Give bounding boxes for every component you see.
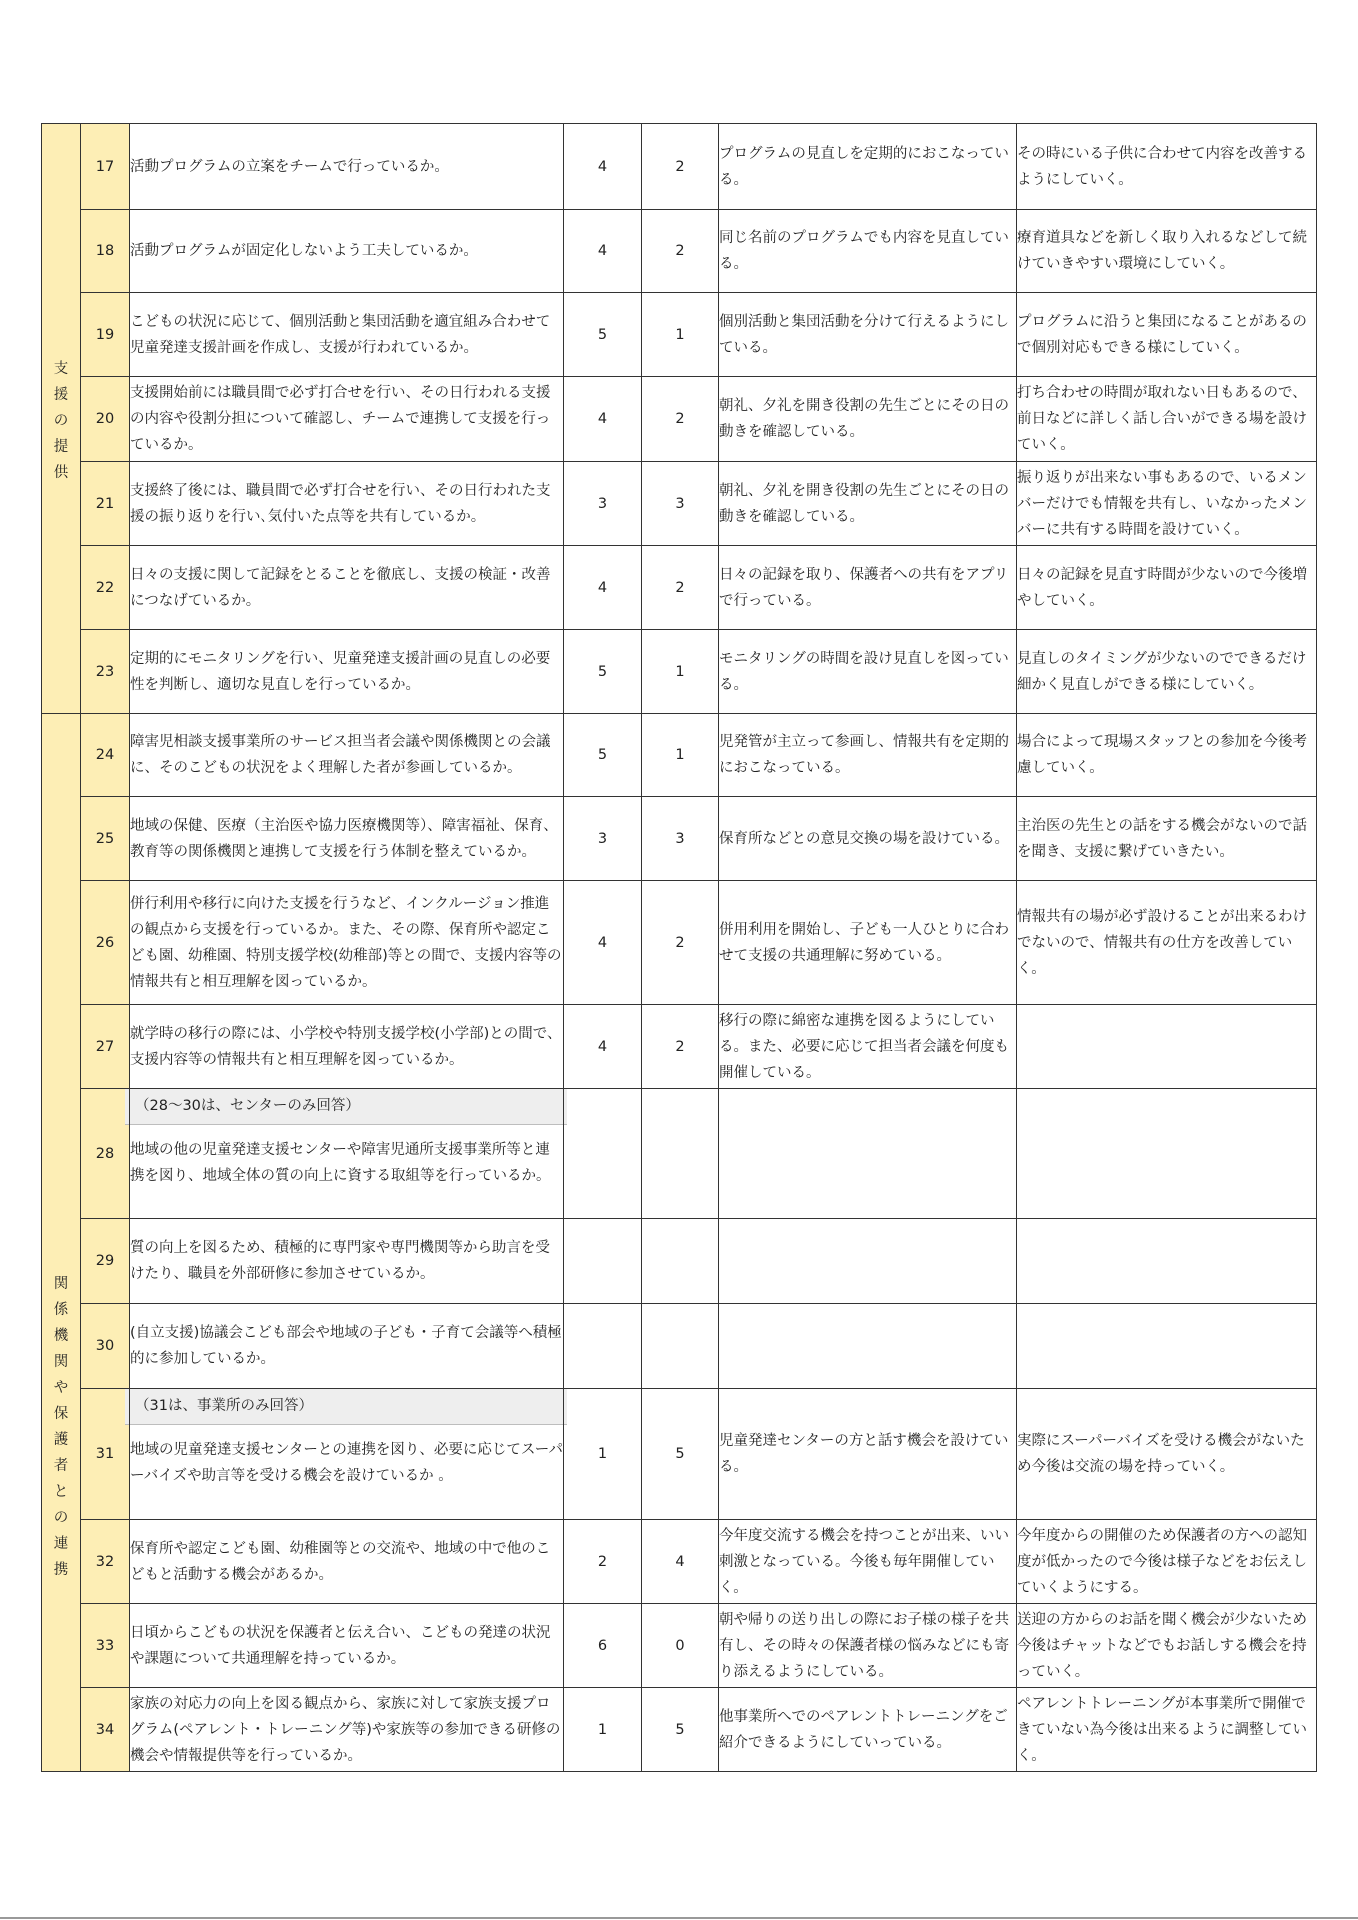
item-number: 23	[81, 630, 130, 714]
current-status: 朝や帰りの送り出しの際にお子様の様子を共有し、その時々の保護者様の悩みなどにも寄り添えるようにしている。	[719, 1604, 1017, 1688]
current-status: 日々の記録を取り、保護者への共有をアプリで行っている。	[719, 546, 1017, 630]
current-status	[719, 1089, 1017, 1219]
count-no: 5	[642, 1389, 719, 1520]
item-question: 日々の支援に関して記録をとることを徹底し、支援の検証・改善につなげているか。	[130, 566, 551, 609]
current-status: 保育所などとの意見交換の場を設けている。	[719, 797, 1017, 881]
table-row	[42, 1219, 1317, 1304]
table-row	[42, 1688, 1317, 1772]
category-char: 携	[53, 1561, 69, 1578]
improvement-plan: プログラムに沿うと集団になることがあるので個別対応もできる様にしていく。	[1017, 293, 1317, 377]
item-text	[130, 210, 564, 293]
item-question: (自立支援)協議会こども部会や地域の子ども・子育て会議等へ積極的に参加しているか。	[130, 1325, 562, 1367]
improvement-plan: 日々の記録を見直す時間が少ないので今後増やしていく。	[1017, 546, 1317, 630]
improvement-plan: 主治医の先生との話をする機会がないので話を聞き、支援に繋げていきたい。	[1017, 797, 1317, 881]
item-text	[130, 1005, 564, 1089]
category-char: 係	[53, 1301, 69, 1318]
item-question: 地域の保健、医療（主治医や協力医療機関等）、障害福祉、保育、教育等の関係機関と連携して支援を行う体制を整えているか。	[130, 817, 558, 860]
category-char: 供	[53, 464, 69, 481]
count-no	[642, 1219, 719, 1304]
table-row	[42, 462, 1317, 546]
item-text	[130, 797, 564, 881]
improvement-plan: 打ち合わせの時間が取れない日もあるので、前日などに詳しく話し合いができる場を設けていく。	[1017, 377, 1317, 462]
item-text	[130, 1520, 564, 1604]
table-row	[42, 630, 1317, 714]
count-no: 5	[642, 1688, 719, 1772]
count-yes: 5	[564, 630, 642, 714]
item-text	[130, 1604, 564, 1688]
count-no: 2	[642, 377, 719, 462]
item-number: 21	[81, 462, 130, 546]
item-text	[130, 546, 564, 630]
count-yes: 4	[564, 124, 642, 210]
item-question: 日頃からこどもの状況を保護者と伝え合い、こどもの発達の状況や課題について共通理解を持っているか。	[130, 1624, 551, 1667]
item-question: 地域の児童発達支援センターとの連携を図り、必要に応じてスーパーバイズや助言等を受ける機会を設けているか 。	[130, 1442, 563, 1484]
current-status: 移行の際に綿密な連携を図るようにしている。また、必要に応じて担当者会議を何度も開催している。	[719, 1005, 1017, 1089]
category-char: や	[53, 1379, 69, 1396]
table-row	[42, 124, 1317, 210]
improvement-plan: 場合によって現場スタッフとの参加を今後考慮していく。	[1017, 714, 1317, 797]
current-status: 同じ名前のプログラムでも内容を見直している。	[719, 210, 1017, 293]
improvement-plan: 情報共有の場が必ず設けることが出来るわけでないので、情報共有の仕方を改善していく。	[1017, 881, 1317, 1005]
category-char: 援	[53, 386, 69, 403]
item-question: 家族の対応力の向上を図る観点から、家族に対して家族支援プログラム(ペアレント・トレーニング等)や家族等の参加できる研修の機会や情報提供等を行っているか。	[130, 1695, 561, 1764]
item-question: 保育所や認定こども園、幼稚園等との交流や、地域の中で他のこどもと活動する機会があるか。	[130, 1540, 551, 1583]
category-char: 関	[53, 1275, 69, 1292]
category-char: 者	[53, 1457, 69, 1474]
improvement-plan	[1017, 1304, 1317, 1389]
improvement-plan: 送迎の方からのお話を聞く機会が少ないため今後はチャットなどでもお話しする機会を持っていく。	[1017, 1604, 1317, 1688]
item-number: 17	[81, 124, 130, 210]
category-char: 支	[53, 360, 69, 377]
count-yes: 1	[564, 1389, 642, 1520]
count-yes: 2	[564, 1520, 642, 1604]
answer-scope-note: （31は、事業所のみ回答）	[125, 1389, 567, 1425]
item-number: 33	[81, 1604, 130, 1688]
current-status: プログラムの見直しを定期的におこなっている。	[719, 124, 1017, 210]
item-number: 18	[81, 210, 130, 293]
count-yes: 6	[564, 1604, 642, 1688]
table-row	[42, 1604, 1317, 1688]
item-text	[130, 1304, 564, 1389]
count-yes: 5	[564, 714, 642, 797]
item-number: 32	[81, 1520, 130, 1604]
item-question: 定期的にモニタリングを行い、児童発達支援計画の見直しの必要性を判断し、適切な見直しを行っているか。	[130, 650, 551, 693]
current-status: 併用利用を開始し、子ども一人ひとりに合わせて支援の共通理解に努めている。	[719, 881, 1017, 1005]
item-number: 19	[81, 293, 130, 377]
current-status: 朝礼、夕礼を開き役割の先生ごとにその日の動きを確認している。	[719, 462, 1017, 546]
count-yes	[564, 1304, 642, 1389]
improvement-plan: 見直しのタイミングが少ないのでできるだけ細かく見直しができる様にしていく。	[1017, 630, 1317, 714]
improvement-plan	[1017, 1005, 1317, 1089]
current-status: 児発管が主立って参画し、情報共有を定期的におこなっている。	[719, 714, 1017, 797]
category-char: 保	[53, 1405, 69, 1422]
item-question: 活動プログラムの立案をチームで行っているか。	[130, 158, 449, 175]
item-text	[130, 124, 564, 210]
table-row	[42, 1389, 1317, 1520]
count-yes: 3	[564, 462, 642, 546]
item-number: 24	[81, 714, 130, 797]
category-char: と	[53, 1483, 69, 1500]
item-number: 25	[81, 797, 130, 881]
item-text	[130, 293, 564, 377]
count-no: 2	[642, 546, 719, 630]
count-no: 2	[642, 124, 719, 210]
item-question: 活動プログラムが固定化しないよう工夫しているか。	[130, 243, 478, 259]
item-text	[130, 1389, 564, 1520]
current-status: 今年度交流する機会を持つことが出来、いい刺激となっている。今後も毎年開催していく。	[719, 1520, 1017, 1604]
table-row	[42, 1089, 1317, 1219]
current-status: 児童発達センターの方と話す機会を設けている。	[719, 1389, 1017, 1520]
count-yes: 1	[564, 1688, 642, 1772]
improvement-plan	[1017, 1089, 1317, 1219]
count-yes: 4	[564, 210, 642, 293]
table-row	[42, 1520, 1317, 1604]
item-question: 就学時の移行の際には、小学校や特別支援学校(小学部)との間で、支援内容等の情報共有と相互理解を図っているか。	[130, 1025, 562, 1068]
category-char: の	[53, 1509, 69, 1526]
count-no: 2	[642, 1005, 719, 1089]
count-no: 4	[642, 1520, 719, 1604]
item-question: 障害児相談支援事業所のサービス担当者会議や関係機関との会議に、そのこどもの状況をよく理解した者が参画しているか。	[130, 734, 551, 776]
current-status	[719, 1304, 1017, 1389]
item-question: 支援終了後には、職員間で必ず打合せを行い、その日行われた支援の振り返りを行い､気付いた点等を共有しているか。	[130, 482, 551, 525]
current-status: 個別活動と集団活動を分けて行えるようにしている。	[719, 293, 1017, 377]
item-number: 31	[81, 1389, 130, 1520]
table-row	[42, 881, 1317, 1005]
improvement-plan: その時にいる子供に合わせて内容を改善するようにしていく。	[1017, 124, 1317, 210]
item-text	[130, 462, 564, 546]
count-yes: 4	[564, 881, 642, 1005]
count-no: 2	[642, 210, 719, 293]
improvement-plan	[1017, 1219, 1317, 1304]
current-status	[719, 1219, 1017, 1304]
count-yes	[564, 1089, 642, 1219]
table-row	[42, 1304, 1317, 1389]
item-number: 29	[81, 1219, 130, 1304]
count-yes: 3	[564, 797, 642, 881]
count-yes: 4	[564, 377, 642, 462]
table-row	[42, 546, 1317, 630]
item-question: 併行利用や移行に向けた支援を行うなど、インクルージョン推進の観点から支援を行っているか。また、その際、保育所や認定こども園、幼稚園、特別支援学校(幼稚部)等との間で、支援内容等の情報共有と相互理解を図っているか。	[130, 895, 562, 990]
item-text	[130, 630, 564, 714]
item-question: 地域の他の児童発達支援センターや障害児通所支援事業所等と連携を図り、地域全体の質の向上に資する取組等を行っているか。	[130, 1142, 551, 1184]
table-row	[42, 293, 1317, 377]
item-text	[130, 1688, 564, 1772]
table-row	[42, 1005, 1317, 1089]
current-status: モニタリングの時間を設け見直しを図っている。	[719, 630, 1017, 714]
evaluation-table	[41, 123, 1317, 1772]
count-yes: 4	[564, 1005, 642, 1089]
category-char: 連	[53, 1535, 69, 1552]
item-text	[130, 714, 564, 797]
count-yes: 4	[564, 546, 642, 630]
improvement-plan: 実際にスーパーバイズを受ける機会がないため今後は交流の場を持っていく。	[1017, 1389, 1317, 1520]
item-number: 22	[81, 546, 130, 630]
page-bottom-rule	[0, 1917, 1358, 1919]
category-char: 機	[53, 1327, 69, 1344]
count-no: 0	[642, 1604, 719, 1688]
table-row	[42, 797, 1317, 881]
table-row	[42, 377, 1317, 462]
current-status: 朝礼、夕礼を開き役割の先生ごとにその日の動きを確認している。	[719, 377, 1017, 462]
current-status: 他事業所へでのペアレントトレーニングをご紹介できるようにしていっている。	[719, 1688, 1017, 1772]
count-no: 1	[642, 714, 719, 797]
item-question: 支援開始前には職員間で必ず打合せを行い、その日行われる支援の内容や役割分担について確認し、チームで連携して支援を行っているか。	[130, 385, 551, 453]
table-row	[42, 714, 1317, 797]
item-number: 20	[81, 377, 130, 462]
item-text	[130, 1219, 564, 1304]
count-no: 1	[642, 630, 719, 714]
count-yes: 5	[564, 293, 642, 377]
item-number: 30	[81, 1304, 130, 1389]
item-text	[130, 377, 564, 462]
category-char: 関	[53, 1353, 69, 1370]
category-collaboration	[42, 714, 81, 1772]
improvement-plan: ペアレントトレーニングが本事業所で開催できていない為今後は出来るように調整していく。	[1017, 1688, 1317, 1772]
table-row	[42, 210, 1317, 293]
category-char: 護	[53, 1431, 69, 1448]
item-question: 質の向上を図るため、積極的に専門家や専門機関等から助言を受けたり、職員を外部研修に参加させているか。	[130, 1240, 550, 1282]
item-number: 26	[81, 881, 130, 1005]
improvement-plan: 今年度からの開催のため保護者の方への認知度が低かったので今後は様子などをお伝えしていくようにする。	[1017, 1520, 1317, 1604]
category-char: の	[53, 412, 69, 429]
count-no	[642, 1304, 719, 1389]
category-char: 提	[53, 438, 69, 455]
count-no: 3	[642, 462, 719, 546]
item-text	[130, 881, 564, 1005]
count-no: 1	[642, 293, 719, 377]
item-number: 27	[81, 1005, 130, 1089]
answer-scope-note: （28～30は、センターのみ回答）	[125, 1089, 567, 1125]
count-no: 3	[642, 797, 719, 881]
improvement-plan: 振り返りが出来ない事もあるので、いるメンバーだけでも情報を共有し、いなかったメンバーに共有する時間を設けていく。	[1017, 462, 1317, 546]
improvement-plan: 療育道具などを新しく取り入れるなどして続けていきやすい環境にしていく。	[1017, 210, 1317, 293]
item-text	[130, 1089, 564, 1219]
item-number: 28	[81, 1089, 130, 1219]
item-question: こどもの状況に応じて、個別活動と集団活動を適宜組み合わせて児童発達支援計画を作成し、支援が行われているか。	[130, 313, 551, 356]
count-no: 2	[642, 881, 719, 1005]
count-no	[642, 1089, 719, 1219]
count-yes	[564, 1219, 642, 1304]
item-number: 34	[81, 1688, 130, 1772]
category-support-provision	[42, 124, 81, 714]
